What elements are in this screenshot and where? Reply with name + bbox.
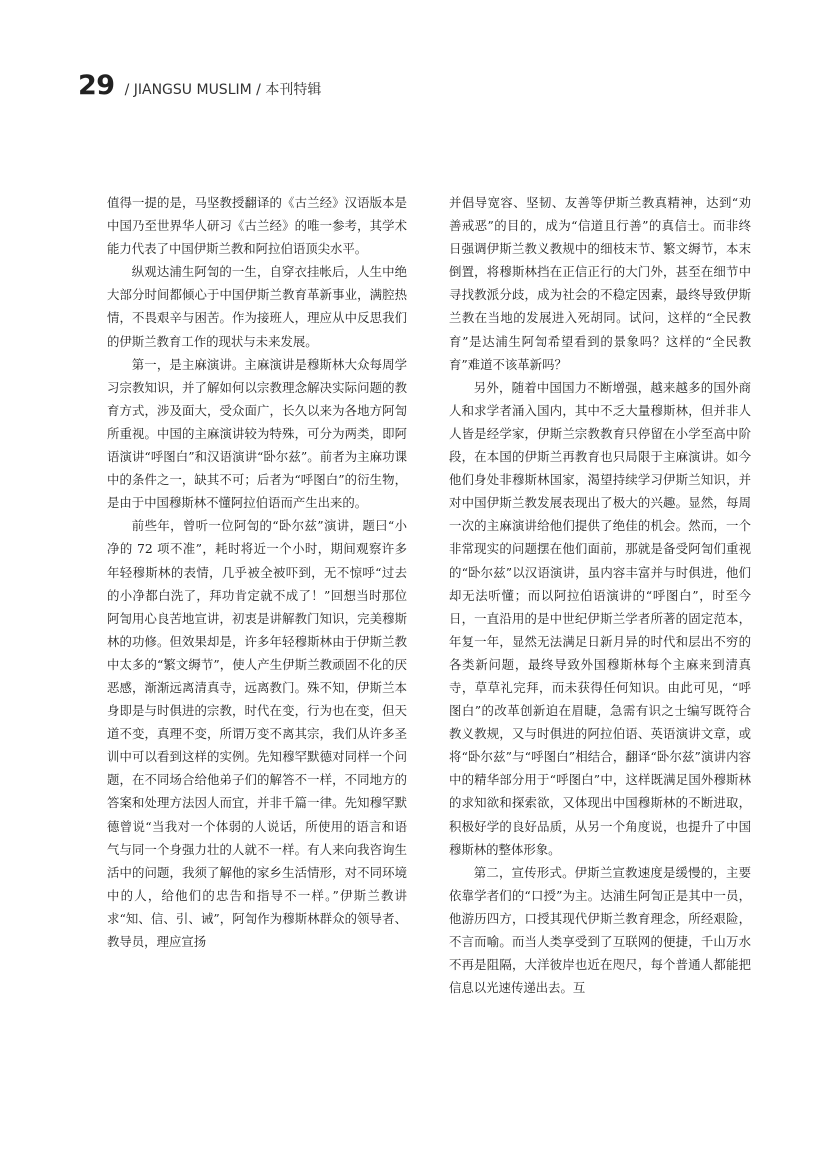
paragraph: 值得一提的是，马坚教授翻译的《古兰经》汉语版本是中国乃至世界华人研习《古兰经》的唯一参考，其学术能力代表了中国伊斯兰教和阿拉伯语顶尖水平。: [107, 195, 407, 257]
paragraph: 第二，宣传形式。伊斯兰宣教速度是缓慢的，主要依靠学者们的“口授”为主。达浦生阿訇正是其中一员，他游历四方，口授其现代伊斯兰教育理念，所经艰险，不言而喻。而当人类享受到了互联网的便捷，千山万水不再是阻隔，大洋彼岸也近在咫尺，每个普通人都能把信息以光速传递出去。互: [449, 864, 751, 996]
right-column: [449, 191, 751, 999]
page-number: 29: [78, 70, 115, 101]
paragraph: 另外，随着中国国力不断增强，越来越多的国外商人和求学者涌入国内，其中不乏大量穆斯林，但并非人人皆是经学家，伊斯兰宗教教育只停留在小学至高中阶段，在本国的伊斯兰再教育也只局限于主麻演讲。如今他们身处非穆斯林国家，渴望持续学习伊斯兰知识，并对中国伊斯兰教发展表现出了极大的兴趣。显然，每周一次的主麻演讲给他们提供了绝佳的机会。然而，一个非常现实的问题摆在他们面前，那就是备受阿訇们重视的“卧尔兹”以汉语演讲，虽内容丰富并与时俱进，他们却无法听懂；而以阿拉伯语演讲的“呼图白”，时至今日，一直沿用的是中世纪伊斯兰学者所著的固定范本，年复一年，显然无法满足日新月异的时代和层出不穷的各类新问题，最终导致外国穆斯林每个主麻来到清真寺，草草礼完拜，而未获得任何知识。由此可见，“呼图白”的改革创新迫在眉睫，急需有识之士编写既符合教义教规，又与时俱进的阿拉伯语、英语演讲文章，或将“卧尔兹”与“呼图白”相结合，翻译“卧尔兹”演讲内容中的精华部分用于“呼图白”中，这样既满足国外穆斯林的求知欲和探索欲，又体现出中国穆斯林的不断进取，积极好学的良好品质，从另一个角度说，也提升了中国穆斯林的整体形象。: [449, 379, 751, 857]
paragraph: 前些年，曾听一位阿訇的“卧尔兹”演讲，题曰“小净的 72 项不准”，耗时将近一个小时，期间观察许多年轻穆斯林的表情，几乎被全被吓到，无不惊呼“过去的小净都白洗了，拜功肯定就不成了！”回想当时那位阿訇用心良苦地宣讲，初衷是讲解教门知识，完美穆斯林的功修。但效果却是，许多年轻穆斯林由于伊斯兰教中太多的“繁文缛节”，使人产生伊斯兰教顽固不化的厌恶感，渐渐远离清真寺，远离教门。殊不知，伊斯兰本身即是与时俱进的宗教，时代在变，行为也在变，但天道不变，真理不变，所谓万变不离其宗，我们从许多圣训中可以看到这样的实例。先知穆罕默德对同样一个问题，在不同场合给他弟子们的解答不一样，不同地方的答案和处理方法因人而宜，并非千篇一律。先知穆罕默德曾说“当我对一个体弱的人说话，所使用的语言和语气与同一个身强力壮的人就不一样。有人来向我咨询生活中的问题，我须了解他的家乡生活情形，对不同环境中的人，给他们的忠告和指导不一样。”伊斯兰教讲求“知、信、引、诫”，阿訇作为穆斯林群众的领导者、教导员，理应宣扬: [107, 518, 407, 949]
left-column: [107, 191, 407, 953]
running-title: / JIANGSU MUSLIM / 本刊特辑: [124, 82, 322, 98]
page-header: [78, 70, 321, 101]
paragraph: 并倡导宽容、坚韧、友善等伊斯兰教真精神，达到“劝善戒恶”的目的，成为“信道且行善”的真信士。而非终日强调伊斯兰教义教规中的细枝末节、繁文缛节，本末倒置，将穆斯林挡在正信正行的大门外，甚至在细节中寻找教派分歧，成为社会的不稳定因素，最终导致伊斯兰教在当地的发展进入死胡同。试问，这样的“全民教育”是达浦生阿訇希望看到的景象吗？这样的“全民教育”难道不该革新吗？: [449, 195, 751, 372]
paragraph: 第一，是主麻演讲。主麻演讲是穆斯林大众每周学习宗教知识，并了解如何以宗教理念解决实际问题的教育方式，涉及面大，受众面广，长久以来为各地方阿訇所重视。中国的主麻演讲较为特殊，可分为两类，即阿语演讲“呼图白”和汉语演讲“卧尔兹”。前者为主麻功课中的条件之一，缺其不可；后者为“呼图白”的衍生物，是由于中国穆斯林不懂阿拉伯语而产生出来的。: [107, 356, 407, 511]
paragraph: 纵观达浦生阿訇的一生，自穿衣挂帐后，人生中绝大部分时间都倾心于中国伊斯兰教育革新事业，满腔热情，不畏艰辛与困苦。作为接班人，理应从中反思我们的伊斯兰教育工作的现状与未来发展。: [107, 264, 407, 349]
